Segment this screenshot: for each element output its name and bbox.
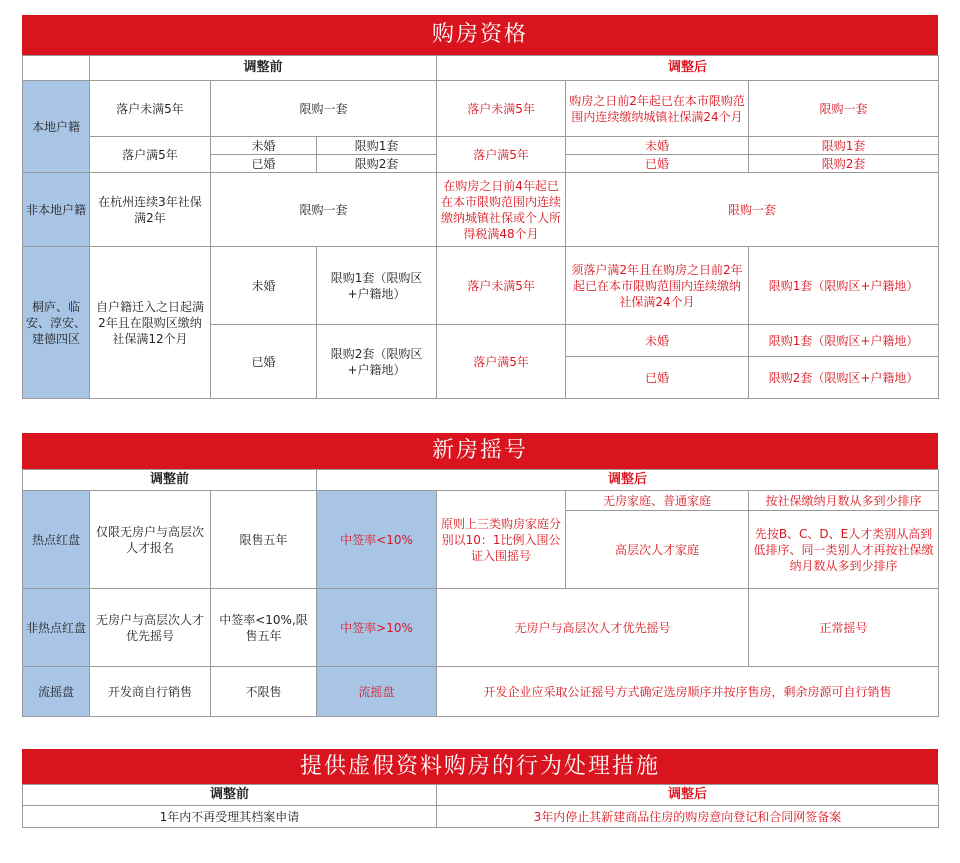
header-after: 调整后 [437, 56, 939, 81]
cell: 未婚 [566, 325, 749, 357]
cell: 落户满5年 [90, 137, 211, 173]
cell: 无房户与高层次人才优先摇号 [437, 589, 749, 667]
section-title: 新房摇号 [22, 433, 938, 469]
cell: 中签率<10% [317, 491, 437, 589]
cell: 已婚 [211, 325, 317, 399]
row-label-nonlocal: 非本地户籍 [23, 173, 90, 247]
section-new-house-lottery [22, 433, 938, 717]
cell: 限购2套（限购区+户籍地） [749, 357, 939, 399]
row-label-flow: 流摇盘 [23, 667, 90, 717]
cell: 限购1套 [317, 137, 437, 155]
cell: 中签率>10% [317, 589, 437, 667]
cell: 限购2套（限购区+户籍地） [317, 325, 437, 399]
cell: 限购一套 [566, 173, 939, 247]
cell: 在购房之日前4年起已在本市限购范围内连续缴纳城镇社保或个人所得税满48个月 [437, 173, 566, 247]
row-label-local: 本地户籍 [23, 81, 90, 173]
cell: 未婚 [211, 247, 317, 325]
lottery-table [22, 469, 939, 717]
cell: 限购2套 [749, 155, 939, 173]
cell: 落户未满5年 [437, 247, 566, 325]
cell: 已婚 [211, 155, 317, 173]
cell: 原则上三类购房家庭分别以10：1比例入围公证入围摇号 [437, 491, 566, 589]
section-title: 购房资格 [22, 15, 938, 55]
cell: 限购2套 [317, 155, 437, 173]
cell: 限购一套 [211, 81, 437, 137]
measures-table [22, 784, 939, 828]
cell: 中签率<10%,限售五年 [211, 589, 317, 667]
header-after: 调整后 [317, 470, 939, 491]
row-label-hot: 热点红盘 [23, 491, 90, 589]
cell: 3年内停止其新建商品住房的购房意向登记和合同网签备案 [437, 806, 939, 828]
cell: 先按B、C、D、E人才类别从高到低排序、同一类别人才再按社保缴纳月数从多到少排序 [749, 511, 939, 589]
cell: 已婚 [566, 357, 749, 399]
header-before: 调整前 [90, 56, 437, 81]
cell: 限购1套 [749, 137, 939, 155]
cell: 不限售 [211, 667, 317, 717]
cell: 限购一套 [749, 81, 939, 137]
cell: 高层次人才家庭 [566, 511, 749, 589]
qualification-table [22, 55, 939, 399]
cell: 落户未满5年 [437, 81, 566, 137]
cell: 限售五年 [211, 491, 317, 589]
cell: 限购一套 [211, 173, 437, 247]
cell: 流摇盘 [317, 667, 437, 717]
cell: 已婚 [566, 155, 749, 173]
cell: 在杭州连续3年社保满2年 [90, 173, 211, 247]
cell: 购房之日前2年起已在本市限购范围内连续缴纳城镇社保满24个月 [566, 81, 749, 137]
cell: 落户满5年 [437, 325, 566, 399]
row-label-county: 桐庐、临安、淳安、建德四区 [23, 247, 90, 399]
cell: 正常摇号 [749, 589, 939, 667]
cell: 开发商自行销售 [90, 667, 211, 717]
cell: 无房户与高层次人才优先摇号 [90, 589, 211, 667]
header-before: 调整前 [23, 785, 437, 806]
cell: 限购1套（限购区+户籍地） [317, 247, 437, 325]
cell: 未婚 [211, 137, 317, 155]
cell: 限购1套（限购区+户籍地） [749, 247, 939, 325]
section-false-info-measures [22, 749, 938, 828]
section-purchase-qualification [22, 15, 938, 399]
row-label-nonhot: 非热点红盘 [23, 589, 90, 667]
cell: 1年内不再受理其档案申请 [23, 806, 437, 828]
header-before: 调整前 [23, 470, 317, 491]
cell: 须落户满2年且在购房之日前2年起已在本市限购范围内连续缴纳社保满24个月 [566, 247, 749, 325]
cell: 未婚 [566, 137, 749, 155]
cell: 仅限无房户与高层次人才报名 [90, 491, 211, 589]
cell: 落户未满5年 [90, 81, 211, 137]
cell: 自户籍迁入之日起满2年且在限购区缴纳社保满12个月 [90, 247, 211, 399]
cell: 按社保缴纳月数从多到少排序 [749, 491, 939, 511]
cell: 开发企业应采取公证摇号方式确定选房顺序并按序售房，剩余房源可自行销售 [437, 667, 939, 717]
cell: 无房家庭、普通家庭 [566, 491, 749, 511]
cell: 限购1套（限购区+户籍地） [749, 325, 939, 357]
cell: 落户满5年 [437, 137, 566, 173]
section-title: 提供虚假资料购房的行为处理措施 [22, 749, 938, 784]
header-after: 调整后 [437, 785, 939, 806]
